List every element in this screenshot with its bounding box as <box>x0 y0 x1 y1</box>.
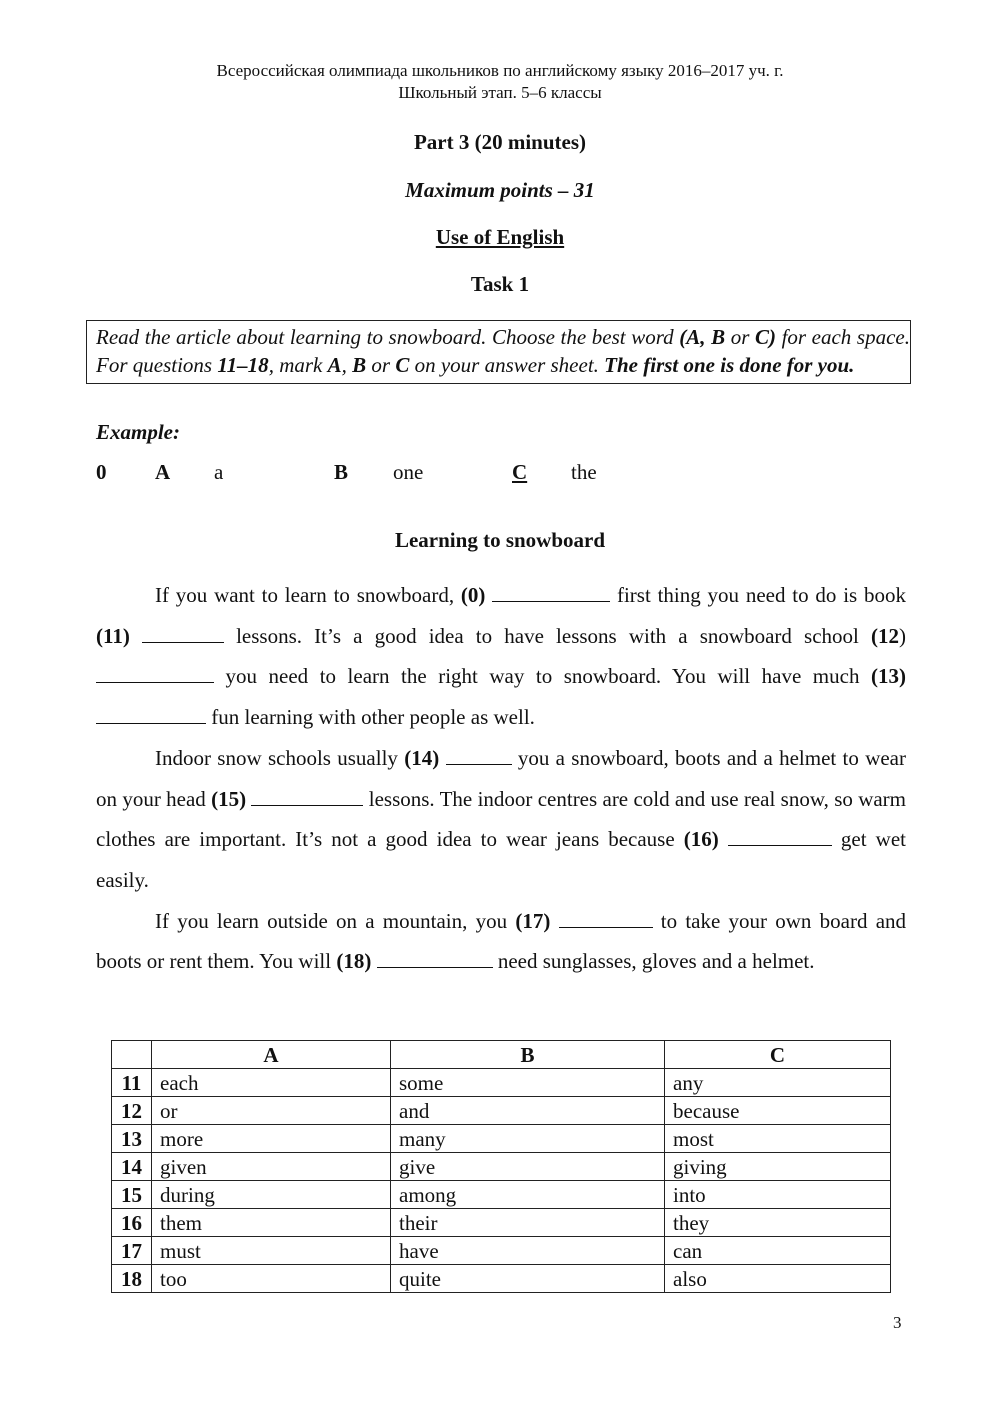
instr-text: , mark <box>268 352 328 377</box>
answer-blank <box>96 703 206 724</box>
passage-text: Indoor snow schools usually <box>155 745 405 770</box>
instr-bold: (A, B <box>679 325 726 349</box>
option-c: into <box>665 1181 891 1209</box>
table-row <box>112 1125 891 1153</box>
document-header <box>0 60 1000 104</box>
passage-text: fun learning with other people as well. <box>206 705 535 730</box>
passage-text: to take your own board and boots or rent them. You will <box>96 908 907 974</box>
option-c: they <box>665 1209 891 1237</box>
option-c: any <box>665 1069 891 1097</box>
instr-bold: B <box>352 352 367 377</box>
instr-bold: The first one is done for you. <box>604 352 855 377</box>
instr-text: on your answer sheet. <box>409 352 605 377</box>
answer-blank <box>142 622 224 643</box>
gap-number: (11) <box>96 623 130 648</box>
header-line-2: Школьный этап. 5–6 классы <box>398 83 602 102</box>
example-label: Example: <box>96 420 180 444</box>
passage-text: If you want to learn to snowboard, <box>155 583 461 607</box>
instr-text: or <box>366 352 396 377</box>
header-c: C <box>665 1041 891 1069</box>
passage-text: first thing you need to do is book <box>610 583 906 607</box>
option-b: their <box>391 1209 665 1237</box>
question-number: 18 <box>112 1265 152 1293</box>
passage-text: you a snowboard, boots and a helmet to wear on your head <box>96 745 906 811</box>
example-option-c-word: the <box>571 460 597 484</box>
option-a: or <box>152 1097 391 1125</box>
header-empty <box>112 1041 152 1069</box>
option-c: most <box>665 1125 891 1153</box>
part-title: Part 3 (20 minutes) <box>413 130 587 154</box>
header-b: B <box>391 1041 665 1069</box>
option-a: must <box>152 1237 391 1265</box>
gap-number: (15) <box>211 786 247 811</box>
option-c: can <box>665 1237 891 1265</box>
instr-bold: A <box>327 352 342 377</box>
example-option-a-word: a <box>214 460 224 484</box>
example-option-b-letter: B <box>334 460 349 484</box>
option-a: during <box>152 1181 391 1209</box>
passage <box>96 575 906 982</box>
gap-number: (14) <box>404 745 440 770</box>
example-option-c-letter: C <box>512 460 528 484</box>
instr-bold: C) <box>754 325 776 349</box>
table-row <box>112 1181 891 1209</box>
option-b: quite <box>391 1265 665 1293</box>
option-a: too <box>152 1265 391 1293</box>
answer-blank <box>251 785 363 806</box>
example-option-b-word: one <box>393 460 424 484</box>
question-number: 12 <box>112 1097 152 1125</box>
passage-text: get wet easily. <box>96 827 906 892</box>
table-row <box>112 1265 891 1293</box>
question-number: 13 <box>112 1125 152 1153</box>
gap-number: (18) <box>336 949 372 974</box>
instr-text: for each space. For questions <box>96 325 910 377</box>
options-table <box>111 1040 891 1293</box>
header-line-1: Всероссийская олимпиада школьников по английскому языку 2016–2017 уч. г. <box>216 61 784 80</box>
example-number: 0 <box>96 460 107 484</box>
option-b: give <box>391 1153 665 1181</box>
answer-blank <box>96 662 214 683</box>
option-a: each <box>152 1069 391 1097</box>
option-a: given <box>152 1153 391 1181</box>
instr-bold: C <box>395 352 410 377</box>
gap-number: (0) <box>460 583 486 607</box>
option-b: many <box>391 1125 665 1153</box>
task-title: Task 1 <box>470 272 530 296</box>
example-option-c-correct <box>512 460 600 485</box>
example-option-a-letter: A <box>155 460 171 484</box>
option-b: and <box>391 1097 665 1125</box>
table-row <box>112 1069 891 1097</box>
max-points: Maximum points – 31 <box>405 178 595 202</box>
passage-text: ) <box>899 623 907 648</box>
answer-blank <box>492 581 610 602</box>
answer-blank <box>559 907 653 928</box>
passage-text: If you learn outside on a mountain, you <box>155 908 516 933</box>
option-c: giving <box>665 1153 891 1181</box>
section-title: Use of English <box>435 225 565 249</box>
passage-paragraph-2 <box>96 738 906 901</box>
gap-number: (13) <box>871 664 906 689</box>
option-b: among <box>391 1181 665 1209</box>
table-row <box>112 1209 891 1237</box>
header-a: A <box>152 1041 391 1069</box>
example-row <box>0 460 1000 488</box>
instr-text: or <box>725 325 755 349</box>
answer-blank <box>377 947 493 968</box>
page-number: 3 <box>893 1313 902 1332</box>
passage-paragraph-1 <box>96 575 906 738</box>
question-number: 11 <box>112 1069 152 1097</box>
table-row <box>112 1097 891 1125</box>
option-c: also <box>665 1265 891 1293</box>
question-number: 16 <box>112 1209 152 1237</box>
gap-number: (17) <box>515 908 551 933</box>
passage-text: you need to learn the right way to snowboard. You will have much <box>214 664 871 689</box>
table-row <box>112 1237 891 1265</box>
option-a: more <box>152 1125 391 1153</box>
table-row <box>112 1153 891 1181</box>
instructions-box <box>86 320 911 384</box>
option-b: have <box>391 1237 665 1265</box>
option-c: because <box>665 1097 891 1125</box>
question-number: 15 <box>112 1181 152 1209</box>
question-number: 14 <box>112 1153 152 1181</box>
passage-text: lessons. The indoor centres are cold and use real snow, so warm clothes are important. It’s not a good idea to wear jeans because <box>96 786 907 852</box>
instr-bold: 11–18 <box>217 352 269 377</box>
instr-text: , <box>341 352 353 377</box>
passage-text: lessons. It’s a good idea to have lessons with a snowboard school <box>223 623 872 648</box>
options-table-body <box>112 1069 891 1293</box>
gap-number: (12 <box>871 623 900 648</box>
answer-blank <box>728 825 832 846</box>
answer-blank <box>446 744 512 765</box>
option-a: them <box>152 1209 391 1237</box>
option-b: some <box>391 1069 665 1097</box>
story-title: Learning to snowboard <box>394 528 606 552</box>
passage-paragraph-3 <box>96 901 906 982</box>
options-header-row <box>112 1041 891 1069</box>
passage-text: need sunglasses, gloves and a helmet. <box>492 949 815 974</box>
gap-number: (16) <box>683 827 719 852</box>
question-number: 17 <box>112 1237 152 1265</box>
instr-text: Read the article about learning to snowboard. Choose the best word <box>96 325 680 349</box>
